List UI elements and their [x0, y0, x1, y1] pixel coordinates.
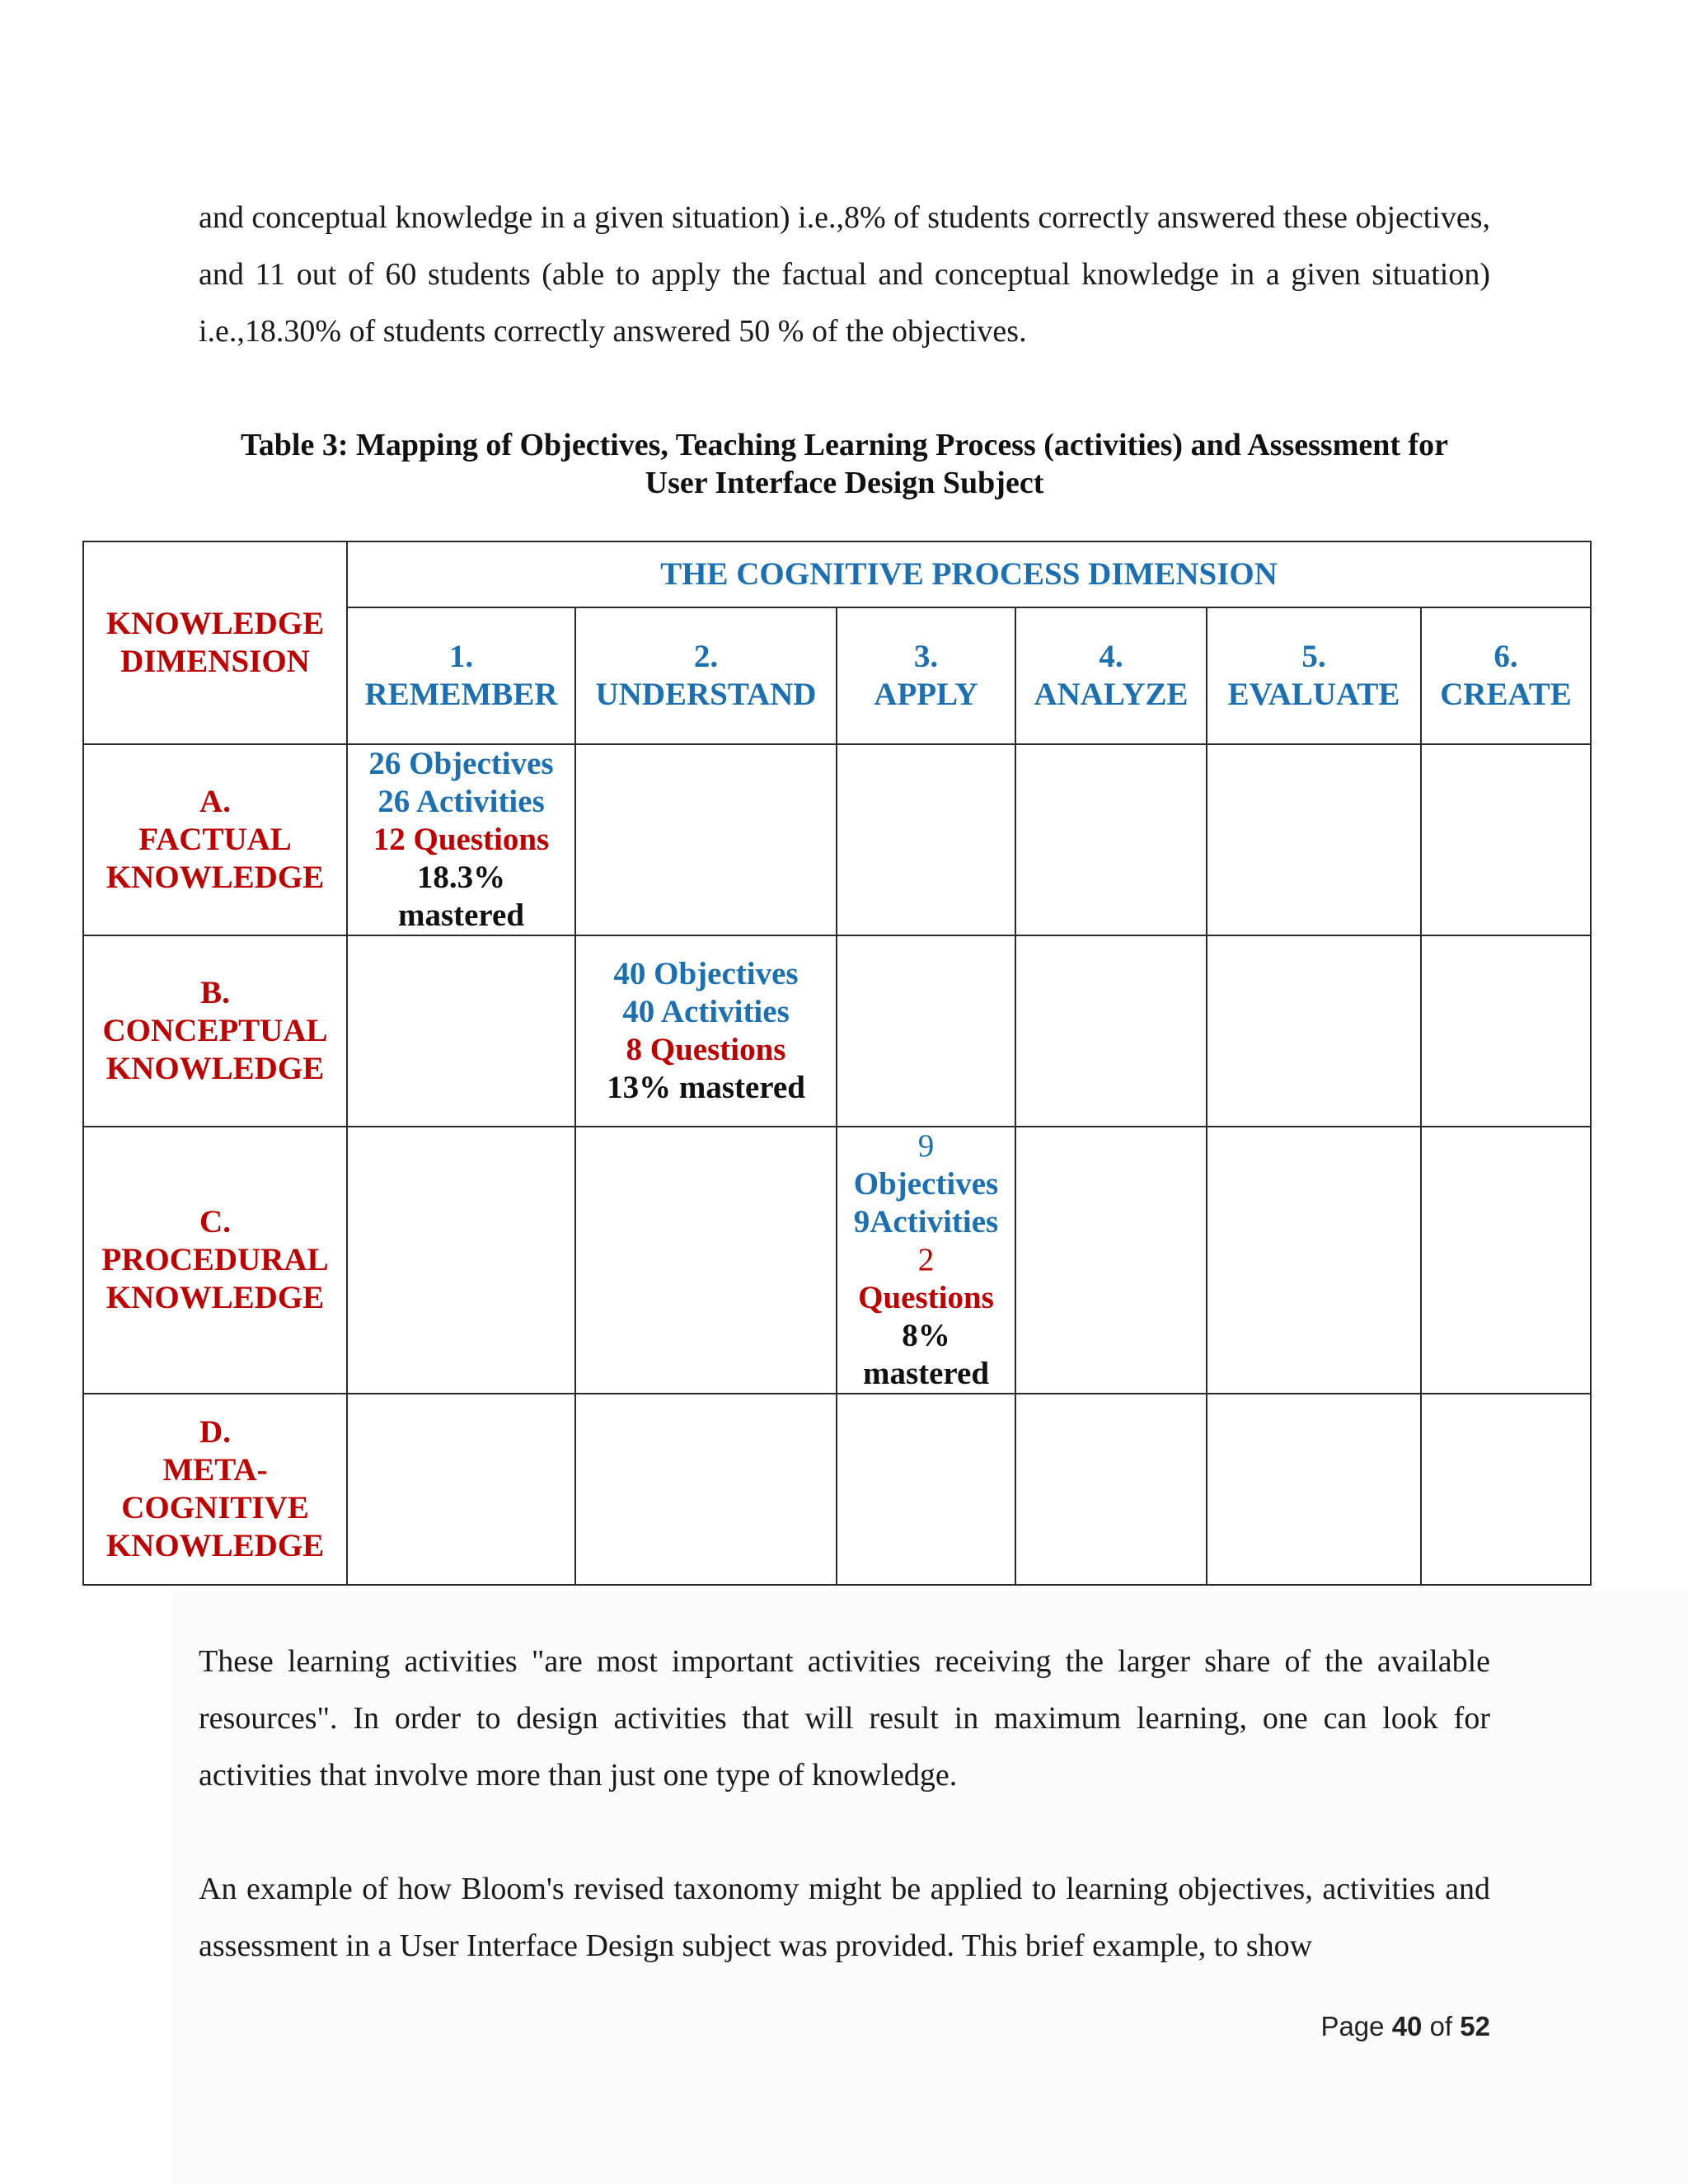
cell-empty	[1421, 1127, 1591, 1394]
cell-empty	[1015, 1394, 1207, 1585]
cell-empty	[837, 744, 1015, 935]
cell-activities: 26 Activities	[377, 784, 545, 819]
paragraph-top: and conceptual knowledge in a given situation) i.e.,8% of students correctly answered these objectives, and 11 out of 60 students (able to apply the factual and conceptual knowledge in a given situation) i.e.,18.30% of students correctly answered 50 % of the objectives.	[199, 200, 1490, 349]
page-footer	[1320, 2011, 1490, 2042]
cell-empty	[1421, 1394, 1591, 1585]
table-row-metacognitive	[83, 1394, 1591, 1585]
cell-objectives: 26 Objectives	[368, 746, 554, 781]
table-caption	[199, 426, 1490, 502]
cell-conceptual-understand	[575, 935, 837, 1127]
caption-line-1: Table 3: Mapping of Objectives, Teaching Learning Process (activities) and Assessment for	[240, 428, 1449, 462]
column-header-remember: 1. REMEMBER	[347, 607, 575, 744]
footer-of-label: of	[1429, 2011, 1453, 2041]
column-header-understand: 2. UNDERSTAND	[575, 607, 837, 744]
row-header-conceptual: B. CONCEPTUAL KNOWLEDGE	[83, 935, 347, 1127]
table-row-conceptual	[83, 935, 1591, 1127]
cell-questions: Questions	[858, 1280, 994, 1315]
cell-empty	[347, 1394, 575, 1585]
table-row-factual	[83, 744, 1591, 935]
cell-empty	[1207, 1127, 1421, 1394]
cell-empty	[575, 1127, 837, 1394]
row-header-procedural: C. PROCEDURAL KNOWLEDGE	[83, 1127, 347, 1394]
knowledge-dimension-header: KNOWLEDGE DIMENSION	[83, 541, 347, 744]
cell-empty	[1015, 935, 1207, 1127]
cell-empty	[575, 1394, 837, 1585]
cell-empty	[1207, 1394, 1421, 1585]
row-header-factual: A. FACTUAL KNOWLEDGE	[83, 744, 347, 935]
cell-empty	[575, 744, 837, 935]
footer-total-pages: 52	[1460, 2011, 1490, 2041]
column-header-create: 6. CREATE	[1421, 607, 1591, 744]
cell-empty	[347, 1127, 575, 1394]
cell-empty	[347, 935, 575, 1127]
cell-procedural-apply	[837, 1127, 1015, 1394]
cell-empty	[1015, 1127, 1207, 1394]
cognitive-process-header: THE COGNITIVE PROCESS DIMENSION	[347, 541, 1591, 607]
cell-questions: 12 Questions	[373, 822, 550, 857]
cell-empty	[837, 1394, 1015, 1585]
footer-page-number: 40	[1391, 2011, 1423, 2041]
cell-empty	[1207, 935, 1421, 1127]
cell-objectives: Objectives	[853, 1166, 999, 1202]
paragraph-after-table: These learning activities "are most important activities receiving the larger share of the available resources". In order to design activities that will result in maximum learning, one can look for activities that involve more than just one type of knowledge.	[199, 1644, 1490, 1793]
column-header-apply: 3. APPLY	[837, 607, 1015, 744]
cell-objectives: 40 Objectives	[613, 956, 799, 991]
row-header-metacognitive: D. META- COGNITIVE KNOWLEDGE	[83, 1394, 347, 1585]
cell-empty	[1015, 744, 1207, 935]
cell-mastered-label: mastered	[397, 898, 525, 933]
mapping-table	[82, 541, 1592, 1586]
cell-mastered: 8%	[902, 1318, 950, 1353]
cell-activities: 9Activities	[853, 1204, 999, 1240]
cell-questions: 8 Questions	[626, 1032, 786, 1067]
cell-factual-remember	[347, 744, 575, 935]
column-header-evaluate: 5. EVALUATE	[1207, 607, 1421, 744]
table-header-row	[83, 541, 1591, 607]
cell-questions-count: 2	[917, 1242, 935, 1277]
cell-activities: 40 Activities	[622, 994, 790, 1029]
cell-empty	[837, 935, 1015, 1127]
footer-page-label: Page	[1320, 2011, 1385, 2041]
cell-empty	[1421, 935, 1591, 1127]
table-row-procedural	[83, 1127, 1591, 1394]
cell-mastered-label: mastered	[862, 1356, 990, 1391]
paragraph-last: An example of how Bloom's revised taxonomy might be applied to learning objectives, activities and assessment in a User Interface Design subject was provided. This brief example, to show	[199, 1872, 1490, 1963]
cell-mastered: 18.3%	[416, 860, 506, 895]
column-header-analyze: 4. ANALYZE	[1015, 607, 1207, 744]
caption-line-2: User Interface Design Subject	[645, 466, 1044, 500]
cell-empty	[1207, 744, 1421, 935]
cell-mastered: 13% mastered	[607, 1070, 805, 1105]
cell-empty	[1421, 744, 1591, 935]
cell-objectives-count: 9	[917, 1128, 935, 1164]
